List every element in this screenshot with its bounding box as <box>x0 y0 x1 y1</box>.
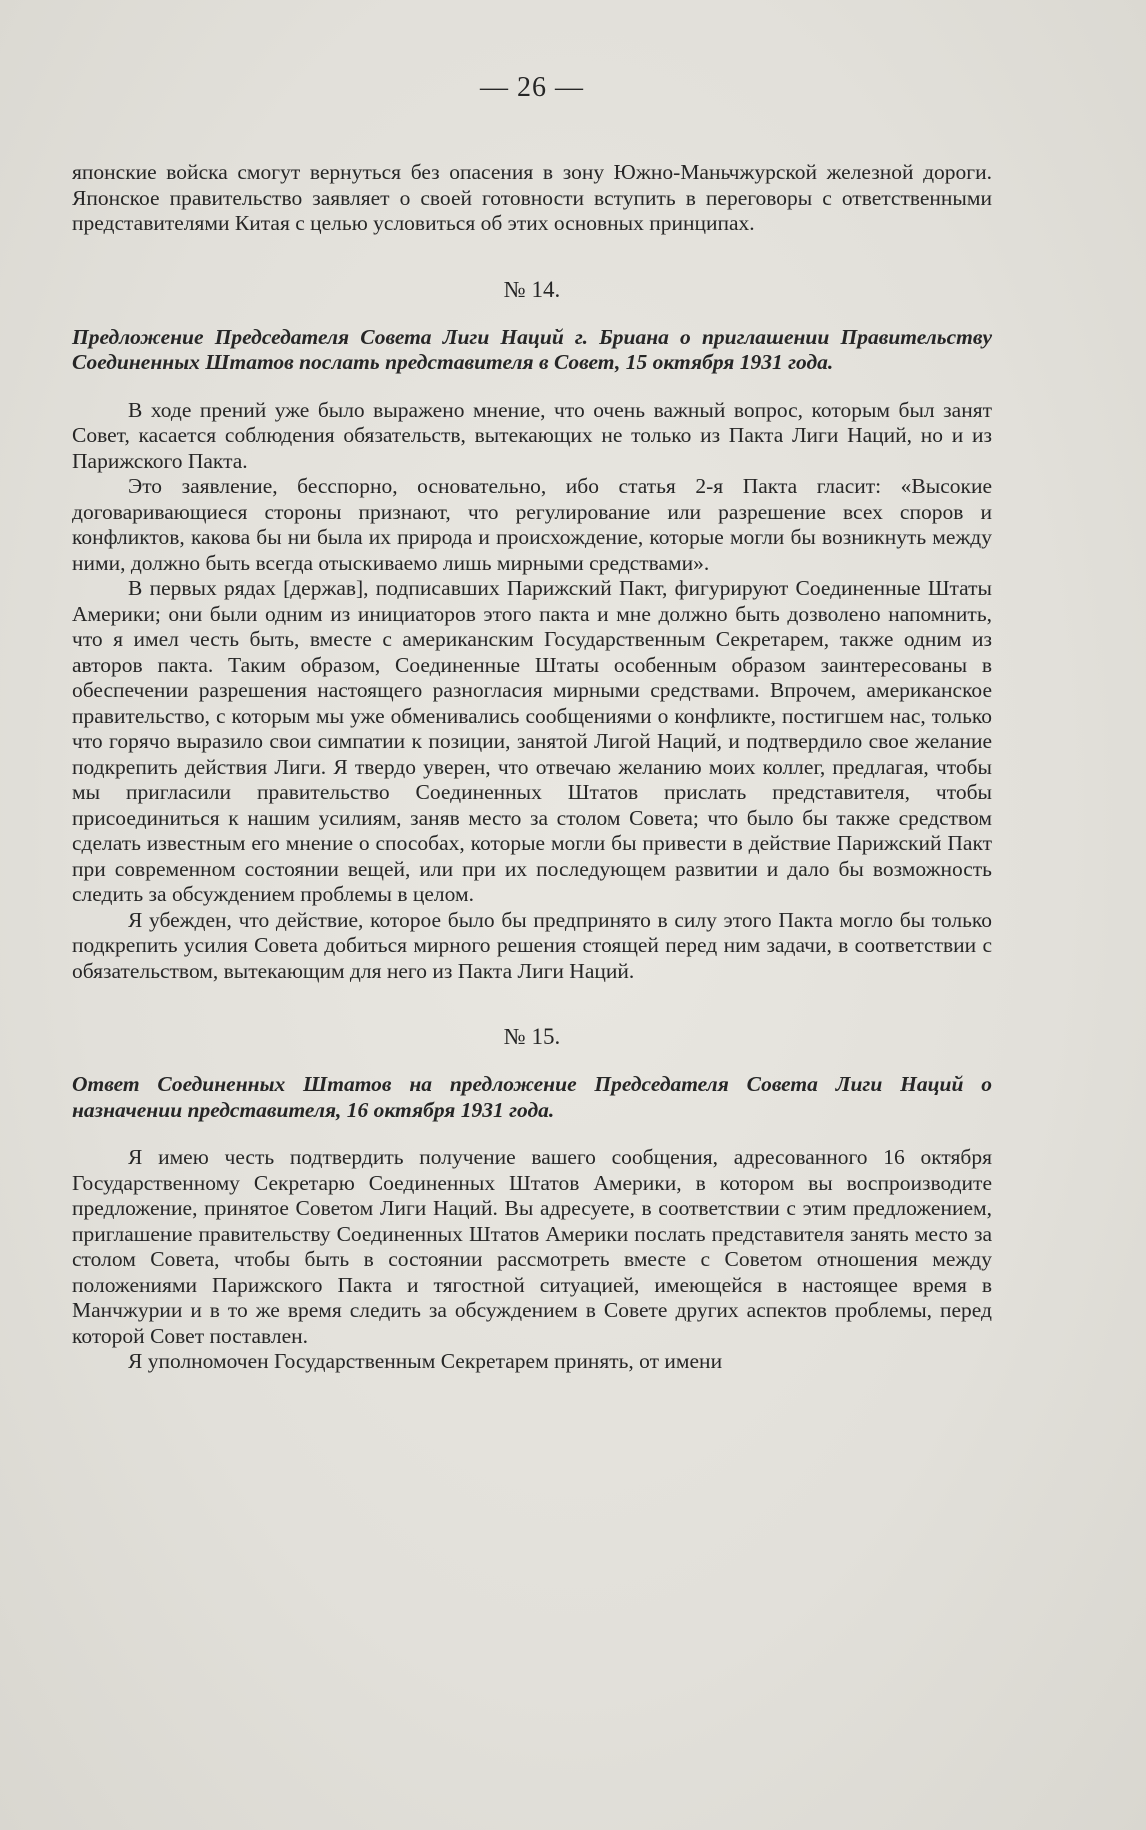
document-title: Предложение Председателя Совета Лиги Наций г. Бриана о приглашении Правительству Соединенных Штатов послать представителя в Совет, 15 октября 1931 года. <box>72 324 992 374</box>
document-number: № 15. <box>503 1024 561 1049</box>
body-paragraph: Это заявление, бесспорно, основательно, ибо статья 2-я Пакта гласит: «Высокие договаривающиеся стороны признают, что регулирование или разрешение всех споров и конфликтов, какова бы ни была их природа и происхождение, которые могли бы возникнуть между ними, должно быть всегда отыскиваемо лишь мирными средствами». <box>72 474 992 575</box>
document-number: № 14. <box>503 276 561 302</box>
document-15 <box>72 1024 992 1375</box>
body-paragraph: Я убежден, что действие, которое было бы предпринято в силу этого Пакта могло бы только подкрепить усилия Совета добиться мирного решения стоящей перед ним задачи, в соответствии с обязательством, вытекающим для него из Пакта Лиги Наций. <box>72 907 992 983</box>
intro-paragraph: японские войска смогут вернуться без опасения в зону Южно-Маньчжурской железной дороги. Японское правительство заявляет о своей готовности вступить в переговоры с ответственными представителями Китая с целью условиться об этих основных принципах. <box>72 160 992 235</box>
document-14 <box>72 277 992 985</box>
body-paragraph: Я имею честь подтвердить получение вашего сообщения, адресованного 16 октября Государственному Секретарю Соединенных Штатов Америки, в котором вы воспроизводите предложение, принятое Советом Лиги Наций. Вы адресуете, в соответствии с этим предложением, приглашение правительству Соединенных Штатов Америки послать представителя занять место за столом Совета, чтобы быть в состоянии рассмотреть вместе с Советом отношения между положениями Парижского Пакта и тягостной ситуацией, имеющейся в настоящее время в Манчжурии и в то же время следить за обсуждением в Совете других аспектов проблемы, перед которой Совет поставлен. <box>72 1145 992 1348</box>
page-number: — 26 — <box>480 72 584 103</box>
page-content <box>72 72 992 1375</box>
body-paragraph: В ходе прений уже было выражено мнение, что очень важный вопрос, которым был занят Совет, касается соблюдения обязательств, вытекающих не только из Пакта Лиги Наций, но и из Парижского Пакта. <box>72 397 992 473</box>
document-title: Ответ Соединенных Штатов на предложение Председателя Совета Лиги Наций о назначении представителя, 16 октября 1931 года. <box>72 1072 992 1122</box>
body-paragraph: В первых рядах [держав], подписавших Парижский Пакт, фигурируют Соединенные Штаты Америки; они были одним из инициаторов этого пакта и мне должно быть дозволено напомнить, что я имел честь быть, вместе с американским Государственным Секретарем, также одним из авторов пакта. Таким образом, Соединенные Штаты особенным образом заинтересованы в обеспечении разрешения настоящего разногласия мирными средствами. Впрочем, американское правительство, с которым мы уже обменивались сообщениями о конфликте, постигшем нас, только что горячо выразило свои симпатии к позиции, занятой Лигой Наций, и подтвердило свое желание подкрепить действия Лиги. Я твердо уверен, что отвечаю желанию моих коллег, предлагая, чтобы мы пригласили правительство Соединенных Штатов прислать представителя, чтобы присоединиться к нашим усилиям, заняв место за столом Совета; что было бы также средством сделать известным его мнение о способах, которые могли бы привести в действие Парижский Пакт при современном состоянии вещей, или при их последующем развитии и дало бы возможность следить за обсуждением проблемы в целом. <box>72 576 992 906</box>
body-paragraph: Я уполномочен Государственным Секретарем принять, от имени <box>128 1349 723 1373</box>
